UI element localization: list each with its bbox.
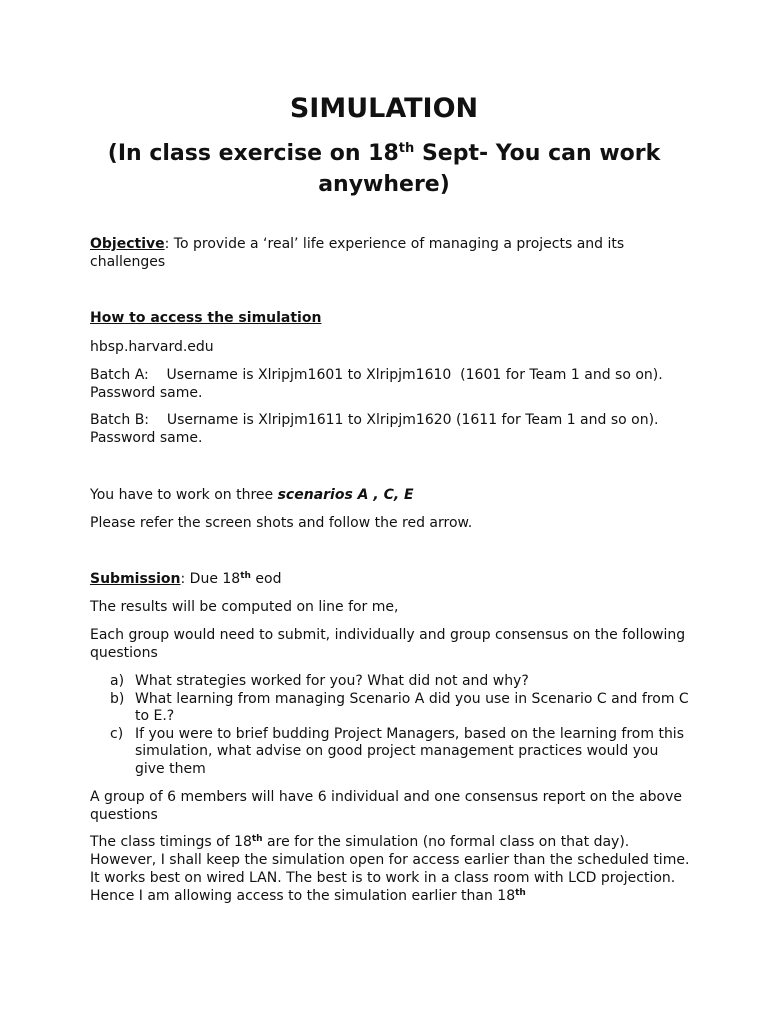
subtitle-superscript: th xyxy=(398,141,415,156)
list-marker: b) xyxy=(110,690,125,707)
timings-superscript: th xyxy=(251,834,263,844)
list-item-text: What learning from managing Scenario A did you use in Scenario C and from C to E.? xyxy=(135,690,689,724)
list-item xyxy=(110,726,690,779)
document-title: SIMULATION xyxy=(289,93,479,124)
batch-b-paragraph: Batch B: Username is Xlripjm1611 to Xlripjm1620 (1611 for Team 1 and so on). Password same. xyxy=(90,412,659,446)
objective-paragraph xyxy=(90,235,690,271)
batch-a-paragraph: Batch A: Username is Xlripjm1601 to Xlripjm1610 (1601 for Team 1 and so on). Password same. xyxy=(90,367,663,401)
timings-paragraph xyxy=(90,833,690,905)
access-heading xyxy=(90,309,690,327)
list-item-text: What strategies worked for you? What did not and why? xyxy=(135,673,529,689)
timings-text-start: The class timings of 18 xyxy=(90,834,252,850)
objective-text: : To provide a ‘real’ life experience of managing a projects and its challenges xyxy=(90,236,625,270)
group-of-six-paragraph: A group of 6 members will have 6 individual and one consensus report on the above questions xyxy=(90,789,683,823)
submission-due-text: : Due 18 xyxy=(180,571,241,587)
access-site: hbsp.harvard.edu xyxy=(90,339,214,355)
results-paragraph: The results will be computed on line for me, xyxy=(90,599,399,615)
questions-list xyxy=(110,673,690,778)
list-item xyxy=(110,673,690,691)
list-item-text: If you were to brief budding Project Managers, based on the learning from this simulation, what advise on good project management practices would you give them xyxy=(135,725,684,777)
submission-due-superscript: th xyxy=(240,571,251,581)
list-item xyxy=(110,691,690,726)
access-heading-text: How to access the simulation xyxy=(90,310,322,326)
scenarios-text: You have to work on three xyxy=(90,487,278,503)
document-subtitle xyxy=(90,138,678,200)
scenarios-paragraph xyxy=(90,486,690,504)
submission-due-end: eod xyxy=(250,571,282,587)
subtitle-text-start: (In class exercise on 18 xyxy=(107,141,399,166)
submission-label: Submission xyxy=(90,571,181,587)
list-marker: c) xyxy=(110,725,124,742)
subtitle-text-end: Sept- You can work anywhere) xyxy=(318,141,661,197)
refer-paragraph: Please refer the screen shots and follow the red arrow. xyxy=(90,515,473,531)
scenarios-emphasis: scenarios A , C, E xyxy=(277,487,414,503)
submission-paragraph xyxy=(90,570,690,588)
timings-text-body: are for the simulation (no formal class on that day). However, I shall keep the simulation open for access earlier than the scheduled time. It works best on wired LAN. The best is to work in a class room with LCD projection. Hence I am allowing access to the simulation earlier than 18 xyxy=(90,834,690,904)
timings-end-superscript: th xyxy=(515,888,526,898)
each-group-paragraph: Each group would need to submit, individually and group consensus on the following questions xyxy=(90,627,686,661)
list-marker: a) xyxy=(110,673,125,689)
objective-label: Objective xyxy=(90,236,165,252)
